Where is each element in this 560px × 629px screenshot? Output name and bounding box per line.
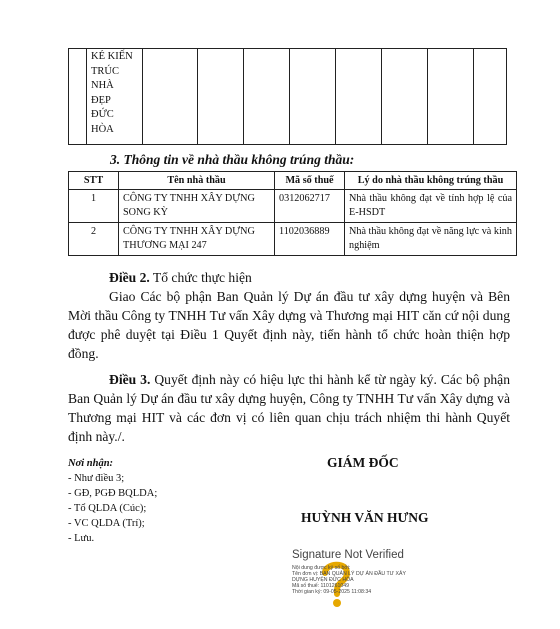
table-row [69, 190, 517, 223]
article-2-heading-text: Tổ chức thực hiện [149, 270, 252, 285]
project-name-line: HÒA [91, 123, 114, 135]
table-cell [69, 49, 87, 145]
tax-code: 0312062717 [275, 190, 345, 223]
column-header: STT [69, 172, 119, 190]
signer-title: GIÁM ĐỐC [327, 455, 399, 470]
signature-detail: Nội dung được ký số bởi: [292, 565, 351, 571]
digital-signature-box [288, 549, 458, 611]
table-cell [198, 49, 244, 145]
article-3-label: Điều 3. [109, 372, 151, 387]
rejection-reason: Nhà thầu không đạt về tính hợp lệ của E-HSDT [345, 190, 517, 223]
project-name-line: ĐỨC [91, 109, 114, 121]
table-header-row [69, 172, 517, 190]
project-name-cell [87, 49, 143, 145]
recipients-heading: Nơi nhận: [68, 458, 114, 469]
previous-results-table [68, 48, 507, 145]
signature-detail: Mã số thuế: 1101261049 [292, 583, 350, 589]
contractor-name: CÔNG TY TNHH XÂY DỰNG SONG KỲ [119, 190, 275, 223]
article-2-label: Điều 2. [109, 270, 150, 285]
signature-detail: DỰNG HUYỆN ĐỨC HÒA [292, 577, 354, 583]
rejection-reason: Nhà thầu không đạt về năng lực và kinh nghiệm [345, 223, 517, 256]
table-row [69, 49, 507, 145]
recipient-item: - Như điều 3; [68, 473, 125, 484]
table-cell [382, 49, 428, 145]
table-cell [428, 49, 474, 145]
signature-status: Signature Not Verified [292, 549, 404, 561]
table-cell [244, 49, 290, 145]
row-number: 1 [69, 190, 119, 223]
table-cell [290, 49, 336, 145]
recipients-block [68, 456, 157, 546]
article-3-body: Quyết định này có hiệu lực thi hành kể từ ngày ký. Các bộ phận Ban Quản lý Dự án đầu tư xây dựng huyện, Công ty TNHH Tư vấn Xây dựng và Thương mại HIT và các đơn vị có liên quan chịu trách nhiệm thi hành Quyết định này./. [68, 372, 510, 444]
table-row [69, 223, 517, 256]
column-header: Lý do nhà thầu không trúng thầu [345, 172, 517, 190]
tax-code: 1102036889 [275, 223, 345, 256]
project-name-line: ĐẸP [91, 94, 111, 106]
recipient-item: - Tổ QLDA (Cúc); [68, 503, 147, 514]
recipient-item: - GĐ, PGĐ BQLDA; [68, 488, 158, 499]
row-number: 2 [69, 223, 119, 256]
column-header: Tên nhà thầu [119, 172, 275, 190]
column-header: Mã số thuế [275, 172, 345, 190]
article-3-paragraph [68, 370, 510, 446]
contractor-name: CÔNG TY TNHH XÂY DỰNG THƯƠNG MẠI 247 [119, 223, 275, 256]
table-cell [336, 49, 382, 145]
article-2-body: Giao Các bộ phận Ban Quản lý Dự án đầu tư xây dựng huyện và Bên Mời thầu Công ty TNHH Tư vấn Xây dựng và Thương mại HIT căn cứ nội dung được phê duyệt tại Điều 1 Quyết định này, tiến hành tổ chức hoàn thiện hợp đồng. [68, 289, 510, 361]
project-name-line: KÉ KIẾN [91, 51, 133, 62]
signature-detail: Thời gian ký: 09-05-2025 11:08:34 [292, 589, 372, 595]
signer-name: HUỲNH VĂN HƯNG [301, 510, 429, 525]
unsuccessful-contractors-table [68, 171, 517, 256]
table-cell [474, 49, 507, 145]
recipient-item: - VC QLDA (Trí); [68, 518, 145, 529]
article-2-heading [68, 268, 510, 287]
recipient-item: - Lưu. [68, 533, 95, 544]
table-cell [143, 49, 198, 145]
project-name-line: TRÚC [91, 65, 120, 77]
project-name-line: NHÀ [91, 80, 114, 92]
section-heading: 3. Thông tin về nhà thầu không trúng thầu: [110, 152, 355, 167]
signature-detail: Tên đơn vị: BAN QUẢN LÝ DỰ ÁN ĐẦU TƯ XÂY [292, 571, 406, 577]
